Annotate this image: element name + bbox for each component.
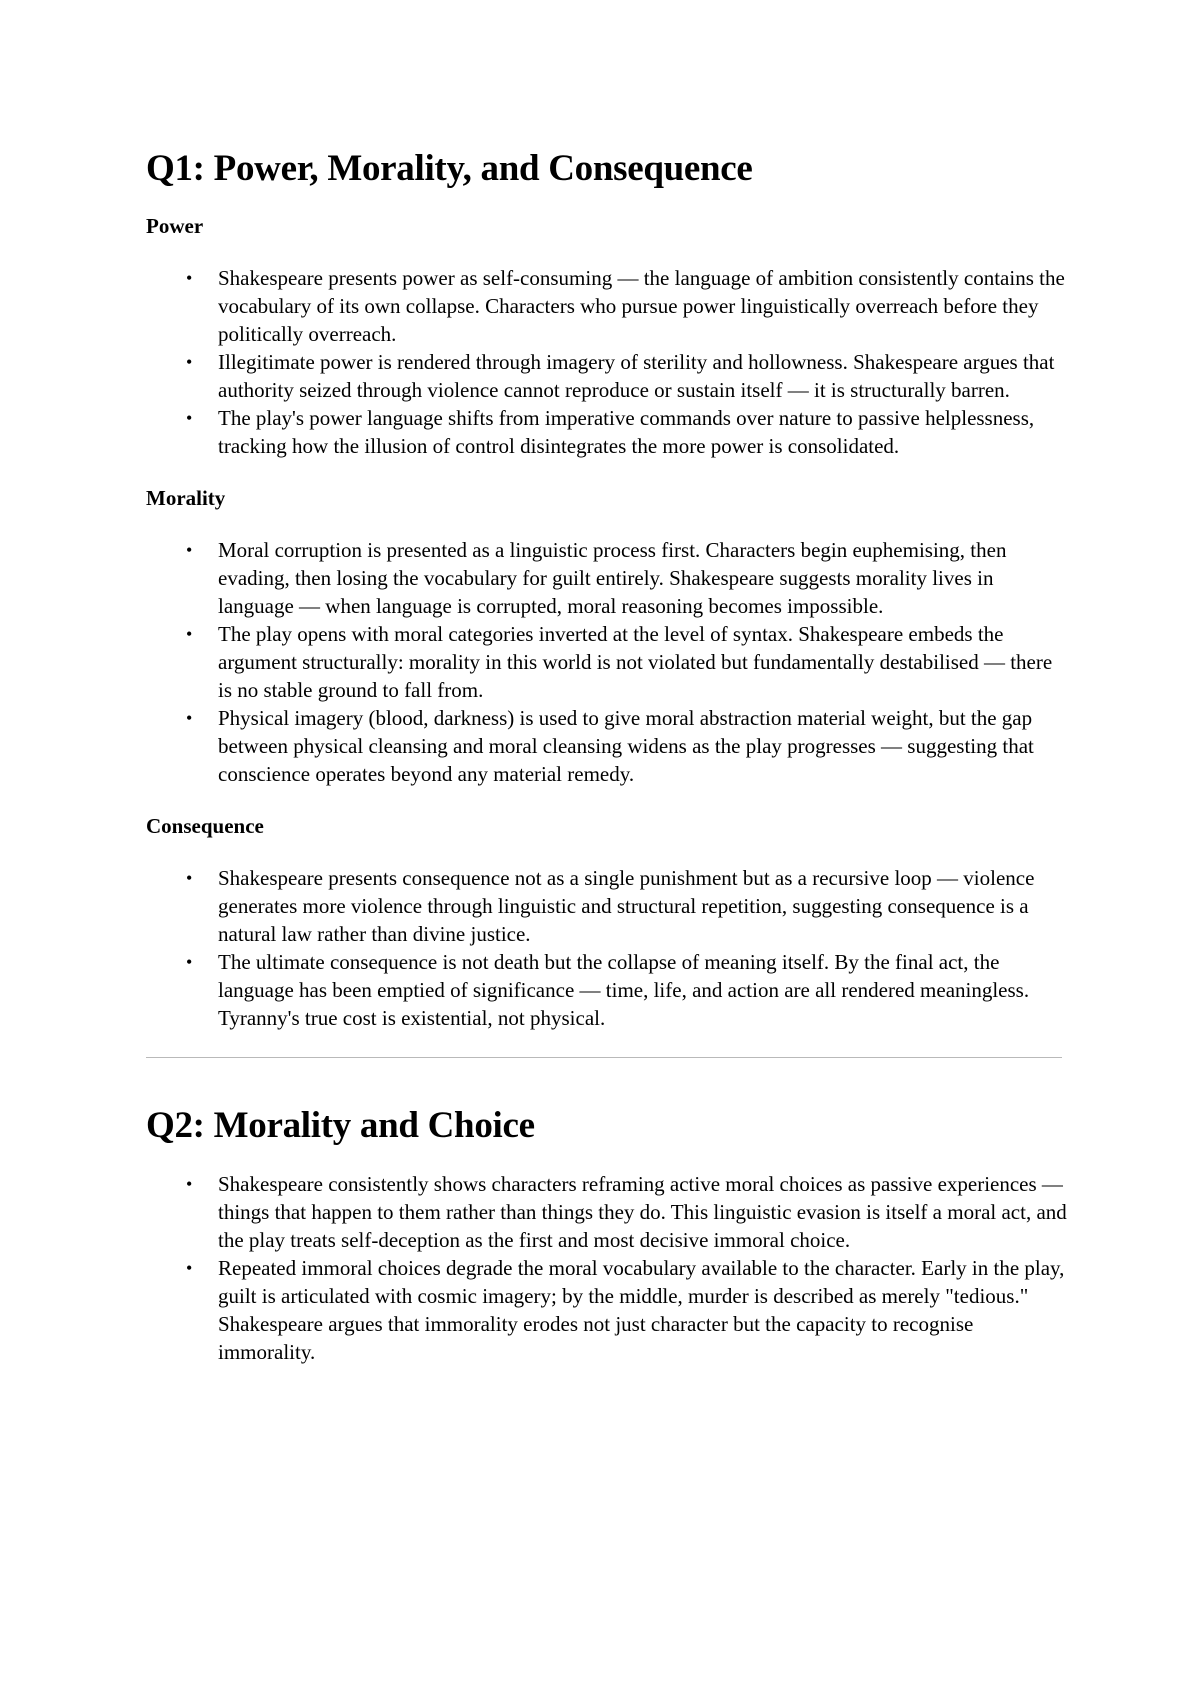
power-bullet-list [146, 264, 1071, 460]
list-item-text: Repeated immoral choices degrade the moral vocabulary available to the character. Early in the play, guilt is articulated with cosmic imagery; by the middle, murder is described as merely "tedious." Shakespeare argues that immorality erodes not just character but the capacity to recognise immorality. [218, 1256, 1065, 1364]
list-item-text: Moral corruption is presented as a linguistic process first. Characters begin euphemising, then evading, then losing the vocabulary for guilt entirely. Shakespeare suggests morality lives in language — when language is corrupted, moral reasoning becomes impossible. [218, 538, 1007, 618]
list-item-text: The play's power language shifts from imperative commands over nature to passive helplessness, tracking how the illusion of control disintegrates the more power is consolidated. [218, 406, 1035, 458]
list-item [146, 948, 1071, 1032]
bullet-icon: • [186, 868, 193, 888]
list-item [146, 1254, 1071, 1366]
list-item-text: Physical imagery (blood, darkness) is used to give moral abstraction material weight, but the gap between physical cleansing and moral cleansing widens as the play progresses — suggesting that conscience operates beyond any material remedy. [218, 706, 1034, 786]
section-heading-morality: Morality [146, 486, 226, 510]
q2-bullet-list [146, 1170, 1071, 1366]
q1-title: Q1: Power, Morality, and Consequence [146, 148, 753, 189]
list-item [146, 864, 1071, 948]
bullet-icon: • [186, 408, 193, 428]
list-item [146, 620, 1071, 704]
list-item-text: The play opens with moral categories inverted at the level of syntax. Shakespeare embeds the argument structurally: morality in this world is not violated but fundamentally destabilised — there is no stable ground to fall from. [218, 622, 1053, 702]
bullet-icon: • [186, 540, 193, 560]
morality-bullet-list [146, 536, 1071, 788]
list-item-text: Shakespeare consistently shows characters reframing active moral choices as passive experiences — things that happen to them rather than things they do. This linguistic evasion is itself a moral act, and the play treats self-deception as the first and most decisive immoral choice. [218, 1172, 1067, 1252]
list-item [146, 348, 1071, 404]
bullet-icon: • [186, 268, 193, 288]
section-heading-consequence: Consequence [146, 814, 264, 838]
consequence-bullet-list [146, 864, 1071, 1032]
bullet-icon: • [186, 624, 193, 644]
horizontal-divider [146, 1057, 1062, 1058]
list-item [146, 404, 1071, 460]
list-item [146, 264, 1071, 348]
list-item [146, 1170, 1071, 1254]
bullet-icon: • [186, 952, 193, 972]
list-item-text: Illegitimate power is rendered through imagery of sterility and hollowness. Shakespeare argues that authority seized through violence cannot reproduce or sustain itself — it is structurally barren. [218, 350, 1055, 402]
bullet-icon: • [186, 1258, 193, 1278]
q2-title: Q2: Morality and Choice [146, 1105, 535, 1146]
list-item-text: Shakespeare presents power as self-consuming — the language of ambition consistently contains the vocabulary of its own collapse. Characters who pursue power linguistically overreach before they politically overreach. [218, 266, 1065, 346]
bullet-icon: • [186, 1174, 193, 1194]
list-item-text: Shakespeare presents consequence not as a single punishment but as a recursive loop — violence generates more violence through linguistic and structural repetition, suggesting consequence is a natural law rather than divine justice. [218, 866, 1035, 946]
list-item [146, 704, 1071, 788]
list-item-text: The ultimate consequence is not death but the collapse of meaning itself. By the final act, the language has been emptied of significance — time, life, and action are all rendered meaningless. Tyranny's true cost is existential, not physical. [218, 950, 1030, 1030]
list-item [146, 536, 1071, 620]
bullet-icon: • [186, 708, 193, 728]
bullet-icon: • [186, 352, 193, 372]
section-heading-power: Power [146, 214, 204, 238]
